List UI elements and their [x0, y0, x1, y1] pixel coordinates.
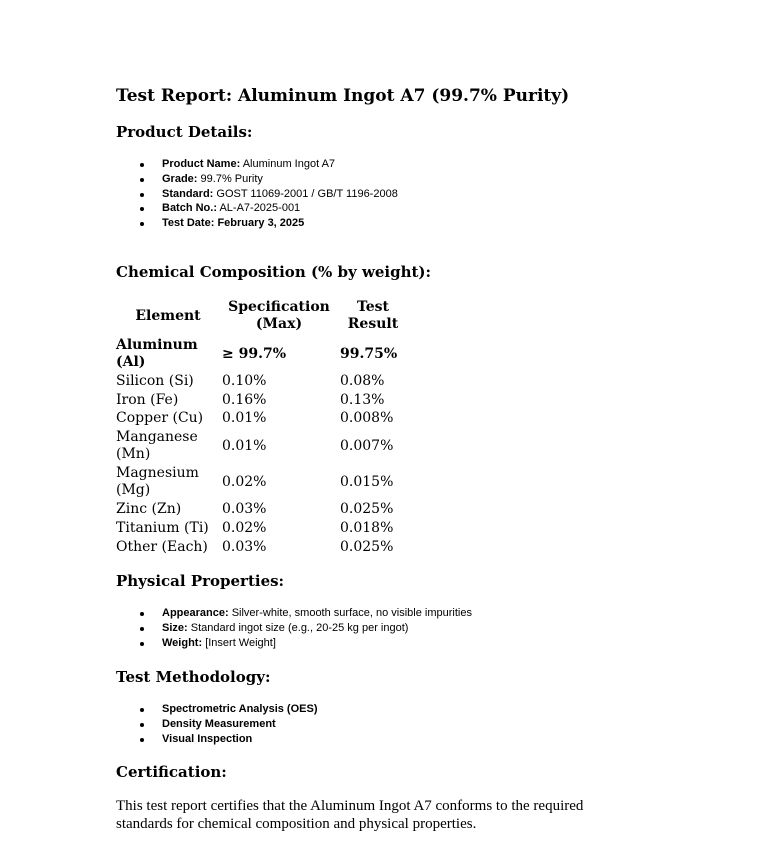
- table-row: [116, 500, 408, 519]
- list-item: Product Name: Aluminum Ingot A7: [116, 157, 398, 172]
- list-item: Batch No.: AL-A7-2025-001: [116, 201, 398, 216]
- list-item: Weight: [Insert Weight]: [116, 636, 472, 651]
- cell-element: Manganese (Mn): [116, 429, 198, 463]
- report-title: Test Report: Aluminum Ingot A7 (99.7% Purity): [116, 86, 570, 106]
- chemical-composition-heading: Chemical Composition (% by weight):: [116, 263, 432, 281]
- table-row: [116, 410, 408, 429]
- cell-spec: 0.10%: [222, 372, 267, 389]
- cell-element: Other (Each): [116, 538, 208, 555]
- table-row: [116, 464, 408, 500]
- list-item: Size: Standard ingot size (e.g., 20-25 kg per ingot): [116, 621, 472, 636]
- table-row: [116, 538, 408, 557]
- cell-spec: 0.02%: [222, 520, 267, 537]
- cell-result: 0.007%: [340, 437, 394, 454]
- list-item: Density Measurement: [116, 717, 317, 732]
- cell-spec: 0.03%: [222, 501, 267, 518]
- cell-result: 0.025%: [340, 501, 394, 518]
- cell-element: Aluminum (Al): [116, 337, 198, 370]
- cell-result: 0.13%: [340, 391, 385, 408]
- table-header-row: [116, 296, 408, 336]
- product-details-list: [116, 157, 398, 231]
- test-methodology-list: [116, 702, 317, 746]
- cell-spec: 0.03%: [222, 538, 267, 555]
- list-item: Spectrometric Analysis (OES): [116, 702, 317, 717]
- cell-element: Silicon (Si): [116, 372, 194, 389]
- cell-spec: ≥ 99.7%: [222, 345, 287, 362]
- cell-result: 0.015%: [340, 473, 394, 490]
- table-row: [116, 519, 408, 538]
- column-header-element: Element: [135, 307, 201, 324]
- certification-text: This test report certifies that the Aluminum Ingot A7 conforms to the required standards for chemical composition and physical properties.: [116, 798, 584, 832]
- cell-element: Titanium (Ti): [116, 520, 209, 537]
- cell-element: Iron (Fe): [116, 391, 179, 408]
- product-details-heading: Product Details:: [116, 123, 253, 141]
- physical-properties-heading: Physical Properties:: [116, 572, 285, 590]
- cell-element: Copper (Cu): [116, 410, 204, 427]
- list-item: Test Date: February 3, 2025: [116, 216, 398, 231]
- cell-result: 0.008%: [340, 410, 394, 427]
- cell-spec: 0.02%: [222, 473, 267, 490]
- list-item: Grade: 99.7% Purity: [116, 172, 398, 187]
- certification-heading: Certification:: [116, 763, 227, 781]
- list-item: Appearance: Silver-white, smooth surface, no visible impurities: [116, 606, 472, 621]
- cell-spec: 0.16%: [222, 391, 267, 408]
- cell-result: 0.08%: [340, 372, 385, 389]
- column-header-result: Test Result: [347, 299, 399, 332]
- physical-properties-list: [116, 606, 472, 650]
- table-row: [116, 336, 408, 372]
- test-methodology-heading: Test Methodology:: [116, 668, 271, 686]
- cell-spec: 0.01%: [222, 437, 267, 454]
- cell-result: 0.018%: [340, 520, 394, 537]
- cell-result: 99.75%: [340, 345, 398, 362]
- cell-spec: 0.01%: [222, 410, 267, 427]
- column-header-spec: Specification (Max): [228, 299, 330, 332]
- table-row: [116, 391, 408, 410]
- table-row: [116, 428, 408, 464]
- cell-element: Magnesium (Mg): [116, 465, 199, 499]
- composition-table: [116, 296, 408, 557]
- list-item: Standard: GOST 11069-2001 / GB/T 1196-2008: [116, 187, 398, 202]
- cell-result: 0.025%: [340, 538, 394, 555]
- list-item: Visual Inspection: [116, 732, 317, 747]
- cell-element: Zinc (Zn): [116, 501, 182, 518]
- table-row: [116, 372, 408, 391]
